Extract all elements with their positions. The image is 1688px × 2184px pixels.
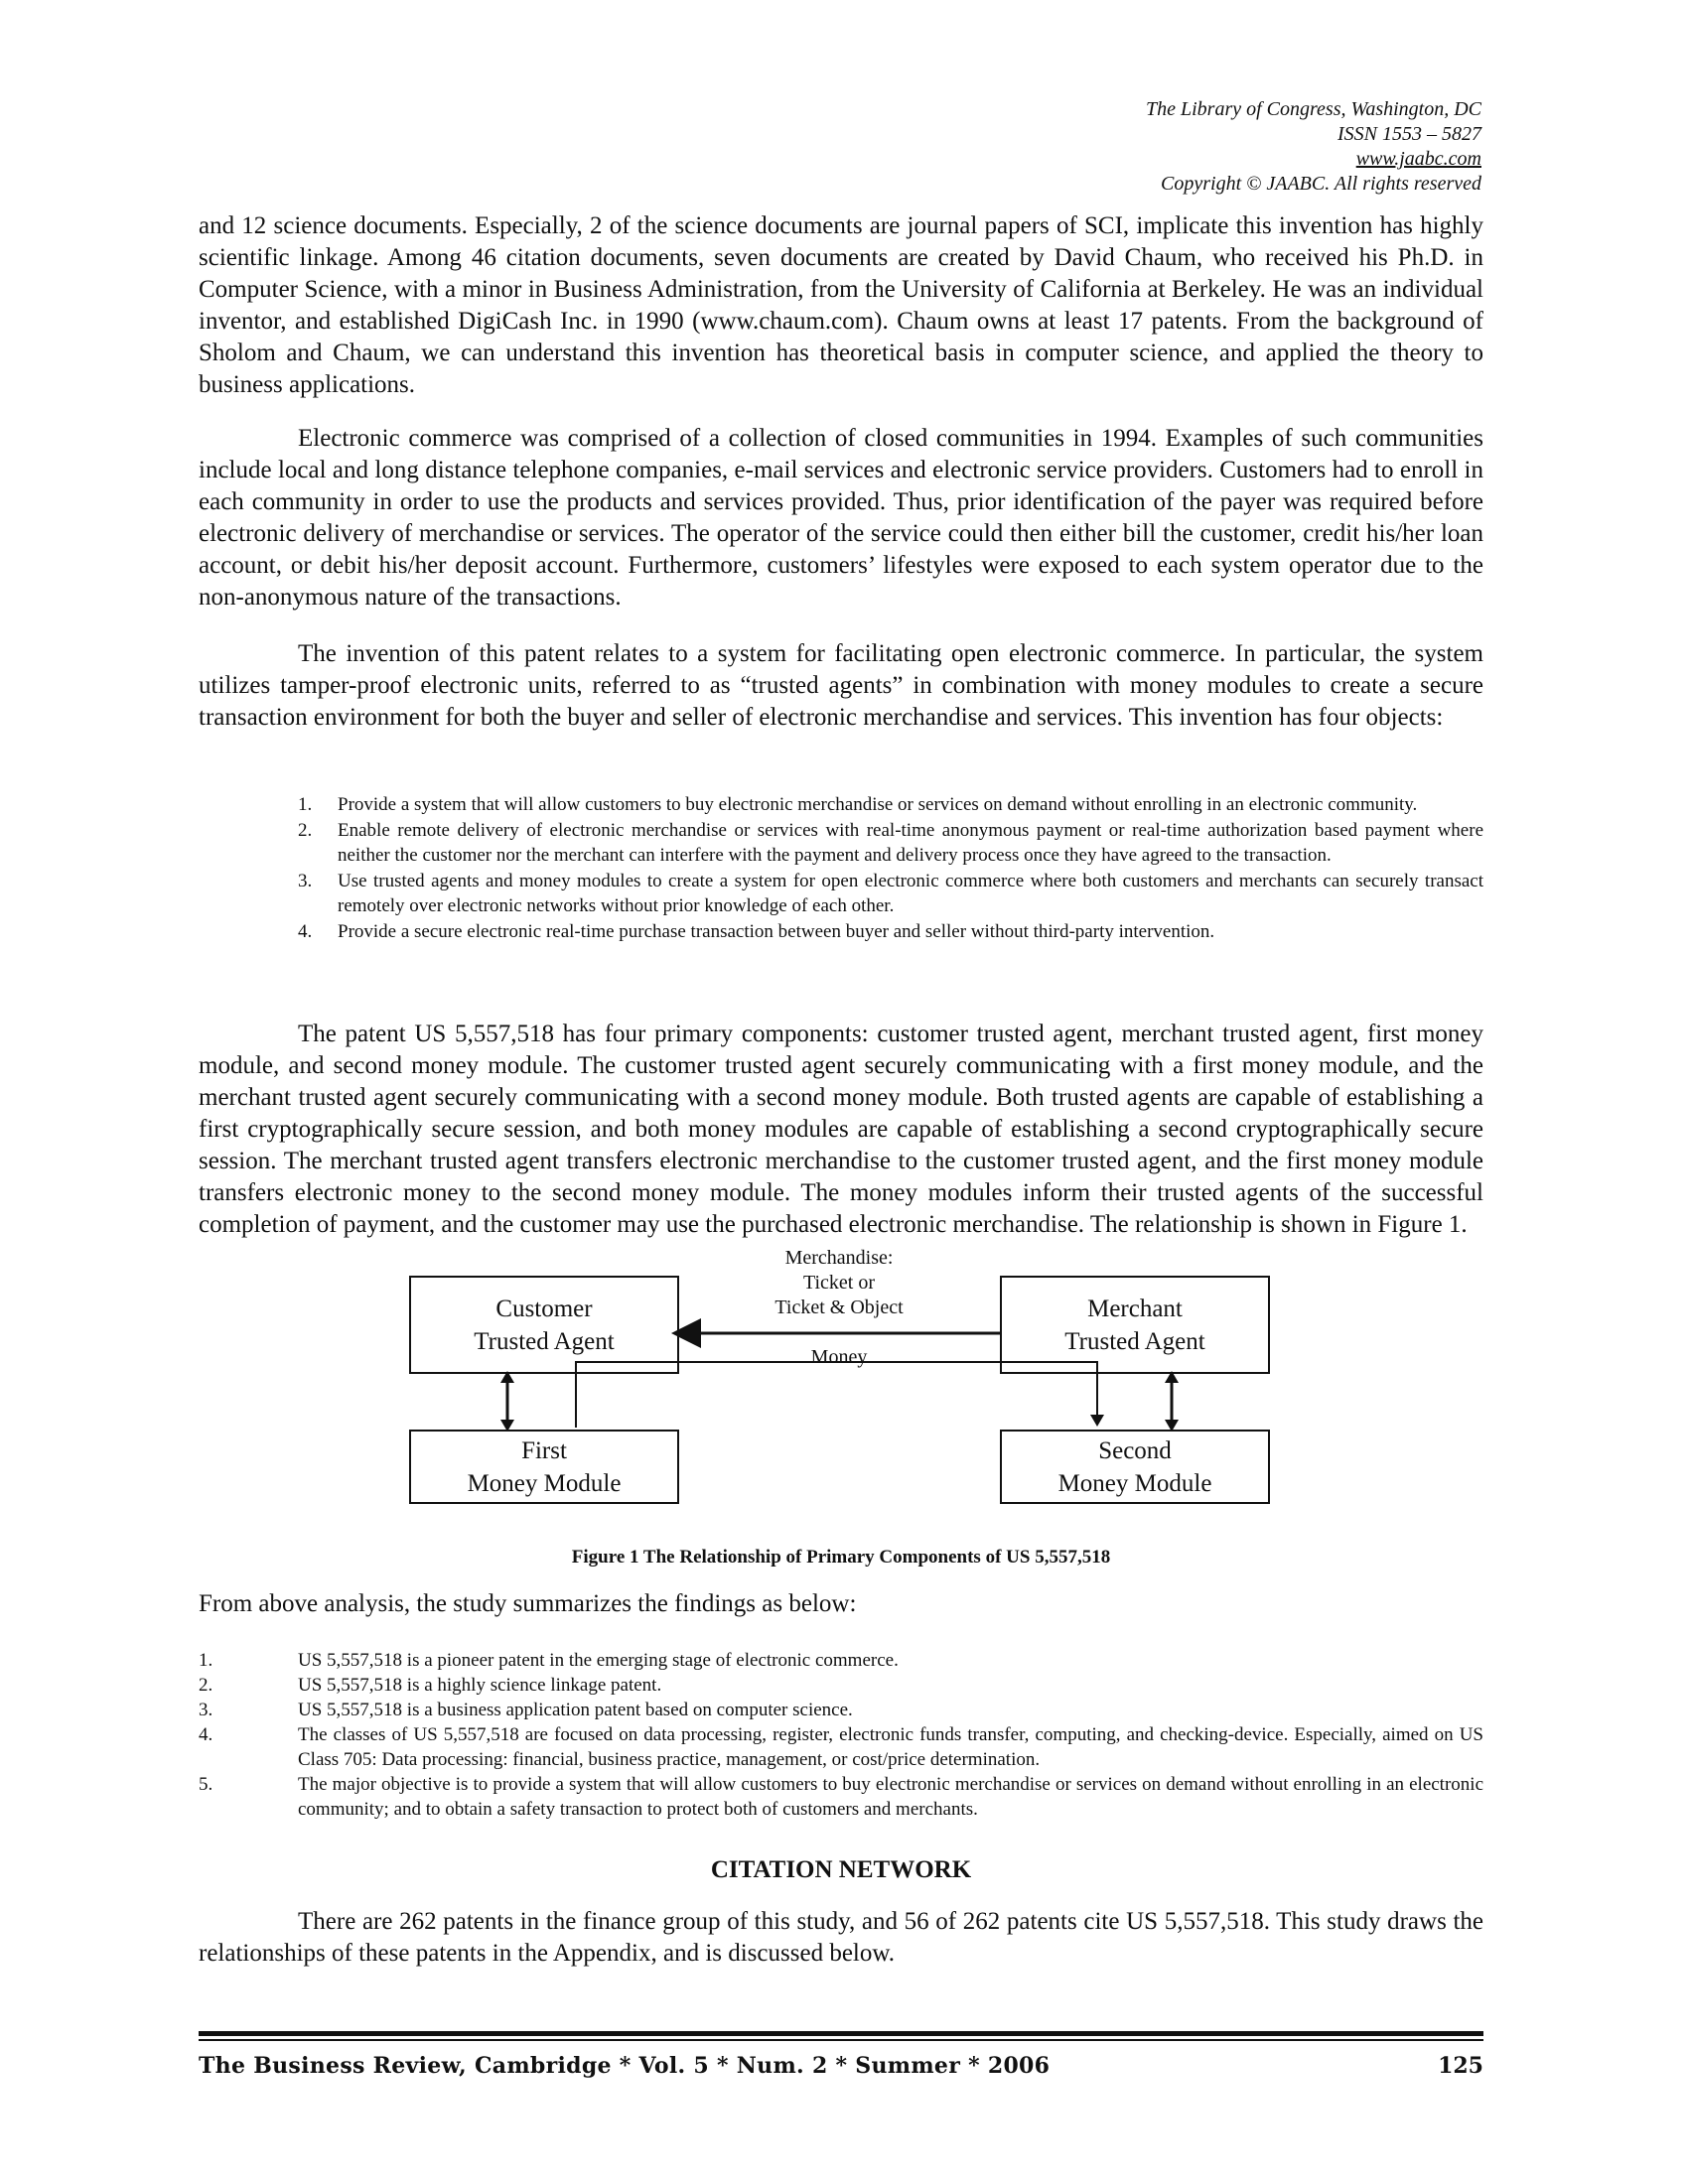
list-item: 2. US 5,557,518 is a highly science linkage patent.: [199, 1675, 662, 1696]
body-paragraph-5: There are 262 patents in the finance group of this study, and 56 of 262 patents cite US 5,557,518. This study draws the relationships of these patents in the Appendix, and is discussed below.: [199, 1908, 1483, 1967]
body-paragraph-4: The patent US 5,557,518 has four primary components: customer trusted agent, merchant trusted agent, first money module, and second money module. The customer trusted agent securely communicating with a first money module, and the merchant trusted agent securely communicating with a second money module. Both trusted agents are capable of establishing a first cryptographically secure session, and both money modules are capable of establishing a second cryptographically secure session. The merchant trusted agent transfers electronic merchandise to the customer trusted agent, and the first money module transfers electronic money to the second money module. The money modules inform their trusted agents of the successful completion of payment, and the customer may use the purchased electronic merchandise. The relationship is shown in Figure 1.: [199, 1021, 1483, 1238]
money-arrowhead: [1090, 1415, 1104, 1427]
list-item: 5. The major objective is to provide a system that will allow customers to buy electronic merchandise or services on demand without enrolling in an electronic community; and to obtain a safety transaction to protect both of customers and merchants.: [199, 1774, 1483, 1820]
header-library: The Library of Congress, Washington, DC: [1145, 98, 1481, 120]
findings-intro: From above analysis, the study summarizes the findings as below:: [199, 1590, 857, 1617]
footer-rule-thick: [199, 2031, 1483, 2036]
list-item: 4. Provide a secure electronic real-time purchase transaction between buyer and seller without third-party intervention.: [298, 920, 1215, 942]
merchant-trusted-agent-box: Merchant Trusted Agent: [1000, 1276, 1270, 1374]
body-paragraph-3: The invention of this patent relates to a system for facilitating open electronic commerce. In particular, the system utilizes tamper-proof electronic units, referred to as “trusted agents” in combination with money modules to create a secure transaction environment for both the buyer and seller of electronic merchandise and services. This invention has four objects:: [199, 640, 1483, 731]
section-heading-citation-network: CITATION NETWORK: [710, 1856, 972, 1883]
list-item: 4. The classes of US 5,557,518 are focused on data processing, register, electronic funds transfer, computing, and checking-device. Especially, aimed on US Class 705: Data processing: financial, business practice, management, or cost/price determination.: [199, 1724, 1483, 1770]
footer-rule-thin: [199, 2039, 1483, 2041]
list-item: 3. Use trusted agents and money modules to create a system for open electronic commerce where both customers and merchants can securely transact remotely over electronic networks without prior knowledge of each other.: [298, 870, 1483, 916]
money-label: Money: [810, 1346, 868, 1368]
first-money-module-box: First Money Module: [409, 1430, 679, 1504]
running-header: [1146, 97, 1481, 197]
list-item: 1. US 5,557,518 is a pioneer patent in the emerging stage of electronic commerce.: [199, 1650, 899, 1671]
findings-list: [199, 1648, 1483, 1822]
merchandise-label: Merchandise: Ticket or Ticket & Object: [774, 1247, 904, 1318]
header-copyright: Copyright © JAABC. All rights reserved: [1161, 173, 1481, 195]
objects-list: [199, 792, 1483, 944]
body-paragraph-2: Electronic commerce was comprised of a collection of closed communities in 1994. Examples of such communities include local and long distance telephone companies, e-mail services and electronic service providers. Customers had to enroll in each community in order to use the products and services provided. Thus, prior identification of the payer was required before electronic delivery of merchandise or services. The operator of the service could then either bill the customer, credit his/her loan account, or debit his/her deposit account. Furthermore, customers’ lifestyles were exposed to each system operator due to the non-anonymous nature of the transactions.: [199, 425, 1483, 611]
list-item: 2. Enable remote delivery of electronic merchandise or services with real-time anonymous payment or real-time authorization based payment where neither the customer nor the merchant can interfere with the payment and delivery process once they have agreed to the transaction.: [298, 819, 1483, 866]
second-money-module-box: Second Money Module: [1000, 1430, 1270, 1504]
list-item: 3. US 5,557,518 is a business application patent based on computer science.: [199, 1700, 853, 1720]
figure-caption: Figure 1 The Relationship of Primary Components of US 5,557,518: [571, 1547, 1111, 1568]
list-item: 1. Provide a system that will allow customers to buy electronic merchandise or services on demand without enrolling in an electronic community.: [298, 794, 1418, 815]
customer-trusted-agent-box: Customer Trusted Agent: [409, 1276, 679, 1374]
body-paragraph-1: and 12 science documents. Especially, 2 of the science documents are journal papers of SCI, implicate this invention has highly scientific linkage. Among 46 citation documents, seven documents are created by David Chaum, who received his Ph.D. in Computer Science, with a minor in Business Administration, from the University of California at Berkeley. He was an individual inventor, and established DigiCash Inc. in 1990 (www.chaum.com). Chaum owns at least 17 patents. From the background of Sholom and Chaum, we can understand this invention has theoretical basis in computer science, and applied the theory to business applications.: [199, 212, 1483, 398]
footer-journal: The Business Review, Cambridge * Vol. 5 * Num. 2 * Summer * 2006: [199, 2053, 1051, 2079]
header-issn: ISSN 1553 – 5827: [1337, 123, 1481, 145]
figure-1-diagram: [199, 1246, 1483, 1544]
header-website-link[interactable]: www.jaabc.com: [1355, 148, 1481, 170]
page-number: 125: [1438, 2053, 1483, 2079]
